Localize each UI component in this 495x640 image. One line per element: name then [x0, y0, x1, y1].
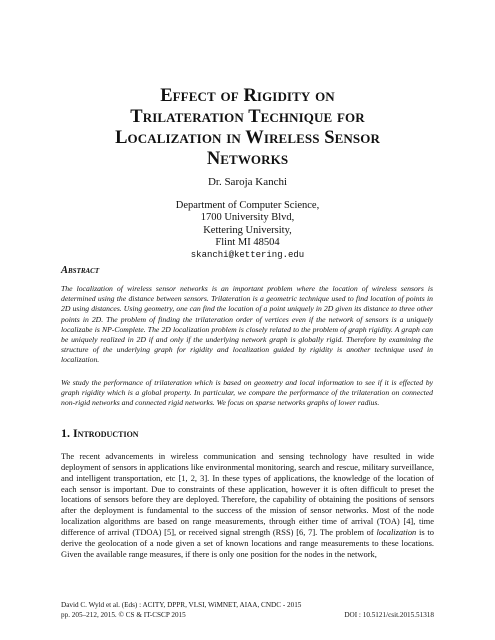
abstract-paragraph: The localization of wireless sensor networks is an important problem where the location of wireless sensors is determined using the distance between sensors. Trilateration is a geometric technique used to find location of points in 2D using distances. Using geometry, one can find the location of a point uniquely in 2D given its distance to three other points in 2D. The problem of finding the trilateration order of vertices even if the network of sensors is a uniquely localizabe is NP-Complete. The 2D localization problem is closely related to the problem of graph rigidity. A graph can be uniquely realized in 2D if and only if the underlying network graph is globally rigid. Therefore by examining the structure of the underlying graph for rigidity and localization guided by rigidity is another technique used in localization.	[61, 284, 433, 365]
title-line: Localization in Wireless Sensor	[115, 128, 380, 148]
title-line: Networks	[206, 149, 289, 169]
author-email[interactable]: skanchi@kettering.edu	[190, 250, 305, 261]
author-name: Dr. Saroja Kanchi	[207, 176, 288, 188]
footer-proceedings: David C. Wyld et al. (Eds) : ACITY, DPPR, VLSI, WiMNET, AIAA, CNDC - 2015	[61, 601, 302, 609]
intro-emphasis: localization	[376, 526, 417, 537]
intro-text: The recent advancements in wireless communication and sensing technology have resulted in wide deployment of sensors in applications like environmental monitoring, search and rescue, military surveillance, and intelligent transportation, etc [1, 2, 3]. In these types of applications, the knowledge of the location of each sensor is important. Due to constraints of these application, however it is often difficult to preset the locations of sensors before they are deployed. Therefore, the capability of obtaining the positions of sensors after the deployment is fundamental to the success of the mission of sensor networks. Most of the node localization algorithms are based on range measurements, through either time of arrival (TOA) [4], time difference of arrival (TDOA) [5], or received signal strength (RSS) [6, 7]. The problem of	[61, 451, 434, 537]
footer-doi[interactable]: DOI : 10.5121/csit.2015.51318	[344, 611, 434, 619]
author-affiliation	[0, 200, 495, 261]
introduction-paragraph	[61, 451, 434, 559]
affiliation-line: Flint MI 48504	[215, 236, 280, 248]
affiliation-line: Department of Computer Science,	[175, 200, 320, 211]
title-line: Effect of Rigidity on	[160, 86, 335, 106]
paper-title	[40, 86, 455, 170]
title-line: Trilateration Technique for	[130, 107, 365, 127]
footer-citation	[61, 611, 434, 619]
affiliation-line: 1700 University Blvd,	[200, 212, 295, 224]
intro-text: is to derive the geolocation of a node given a set of known locations and range measurements to these locations. Given the available range measures, if there is only one position for the nodes in the network,	[61, 526, 434, 559]
section-heading-introduction: 1. Introduction	[61, 426, 139, 440]
abstract-heading: Abstract	[61, 265, 100, 276]
abstract-paragraph: We study the performance of trilateration which is based on geometry and local information to see if it is effected by graph rigidity which is a global property. In particular, we compare the performance of the trilateration on connected non-rigid networks and connected rigid networks. We focus on sparse networks graphs of lower radius.	[61, 378, 433, 408]
affiliation-line: Kettering University,	[203, 224, 292, 236]
footer-pages: pp. 205–212, 2015. © CS & IT-CSCP 2015	[61, 611, 186, 619]
